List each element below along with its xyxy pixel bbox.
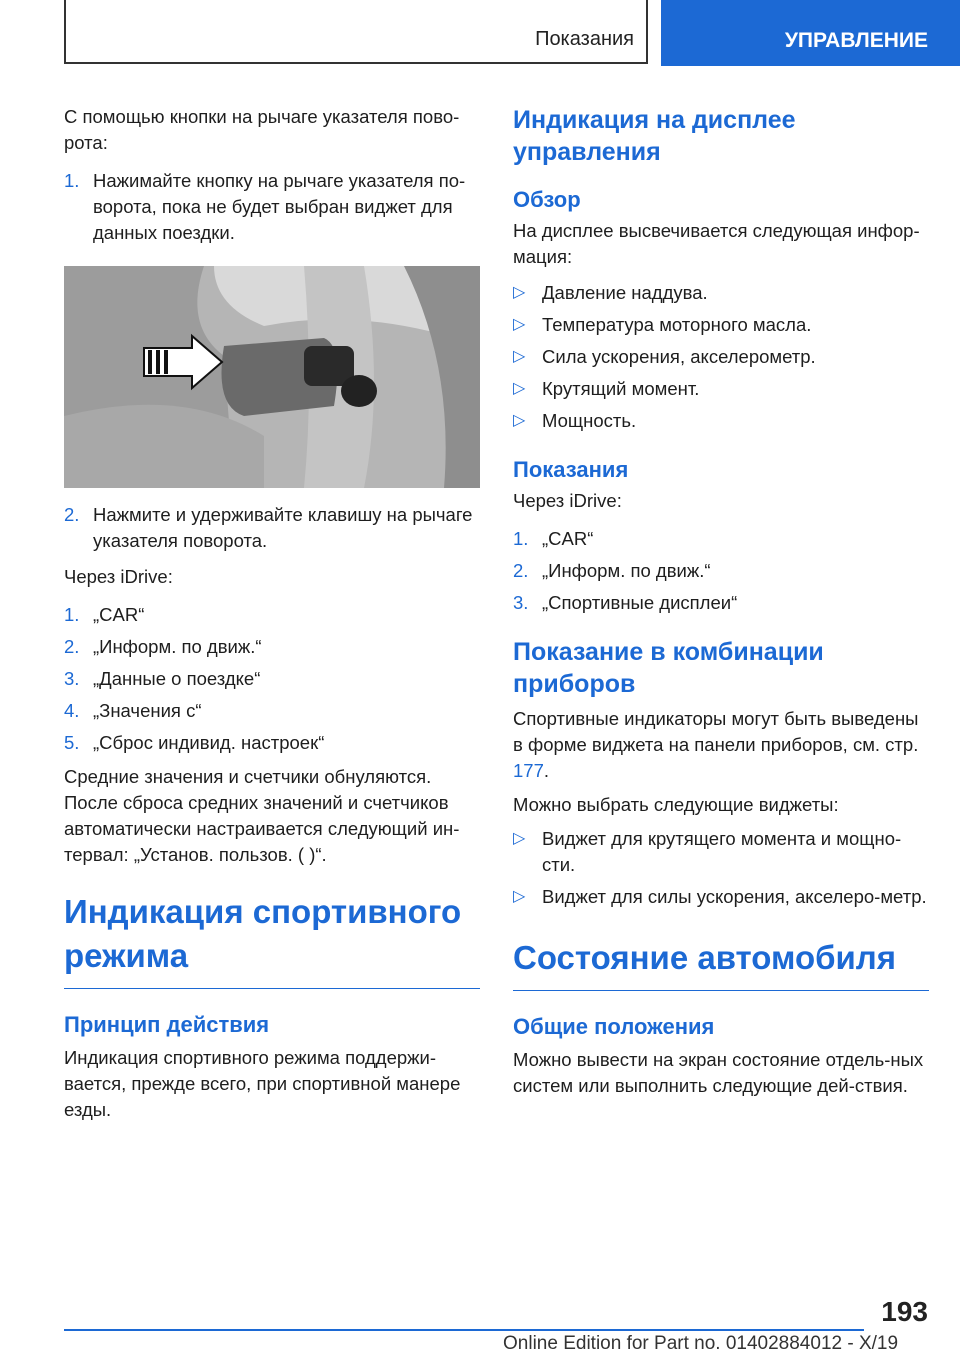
menu-step — [513, 526, 929, 552]
triangle-bullet-icon: ▷ — [513, 888, 526, 905]
info-text: Сила ускорения, акселерометр. — [542, 346, 816, 367]
page-reference-link[interactable]: 177 — [513, 760, 544, 781]
widget-list — [513, 826, 929, 910]
triangle-bullet-icon: ▷ — [513, 316, 526, 333]
triangle-bullet-icon: ▷ — [513, 412, 526, 429]
principle-heading: Принцип действия — [64, 1012, 270, 1037]
menu-step — [64, 666, 480, 692]
menu-step-text: „Сброс индивид. настроек“ — [93, 732, 325, 753]
idrive-menu-path — [513, 526, 929, 616]
right-column — [513, 104, 929, 1099]
heading-rule — [513, 990, 929, 991]
menu-step-number: 5. — [64, 732, 80, 753]
turn-signal-lever-image — [64, 266, 480, 488]
overview-text: На дисплее высвечивается следующая инфор-мация: — [513, 220, 920, 267]
menu-step — [513, 590, 929, 616]
info-text: Давление наддува. — [542, 282, 708, 303]
lever-illustration — [64, 266, 480, 488]
step-list-1 — [64, 168, 480, 246]
edition-text: Online Edition for Part no. 01402884012 - X/19 — [503, 1333, 899, 1354]
menu-step-text: „Значения с“ — [93, 700, 202, 721]
menu-step-number: 3. — [513, 592, 529, 613]
info-text: Крутящий момент. — [542, 378, 700, 399]
cluster-text-end: . — [543, 760, 550, 781]
info-text: Температура моторного масла. — [542, 314, 812, 335]
menu-step-number: 2. — [513, 560, 529, 581]
display-heading: Индикация на дисплее управления — [513, 106, 796, 166]
heading-rule — [64, 988, 480, 989]
triangle-bullet-icon: ▷ — [513, 284, 526, 301]
left-column — [64, 104, 480, 1123]
menu-step-number: 1. — [64, 604, 80, 625]
via-idrive-text: Через iDrive: — [513, 490, 622, 511]
reset-description: Средние значения и счетчики обнуляются. После сброса средних значений и счетчиков автоматически настраивается следующий ин-тервал: „Установ. пользов. ( )“. — [64, 766, 460, 865]
overview-heading: Обзор — [513, 187, 581, 212]
info-item — [513, 312, 929, 338]
menu-step-text: „Данные о поездке“ — [93, 668, 261, 689]
step-item — [64, 502, 480, 554]
info-item — [513, 280, 929, 306]
menu-step — [64, 634, 480, 660]
info-item — [513, 344, 929, 370]
menu-step — [64, 730, 480, 756]
via-idrive-text: Через iDrive: — [64, 566, 173, 587]
triangle-bullet-icon: ▷ — [513, 830, 526, 847]
display-info-list — [513, 280, 929, 434]
menu-step-number: 2. — [64, 636, 80, 657]
page-number: 193 — [881, 1296, 928, 1327]
menu-step-number: 3. — [64, 668, 80, 689]
step-number: 2. — [64, 504, 80, 525]
sport-mode-heading: Индикация спортивного режима — [64, 893, 462, 974]
header-chapter-title: УПРАВЛЕНИЕ — [784, 29, 928, 52]
header-section-box — [64, 0, 648, 64]
cluster-heading: Показание в комбинации приборов — [513, 638, 824, 698]
menu-step — [513, 558, 929, 584]
menu-step-text: „Информ. по движ.“ — [542, 560, 711, 581]
menu-step-text: „CAR“ — [93, 604, 145, 625]
header-chapter-tab — [661, 0, 960, 66]
menu-step-number: 4. — [64, 700, 80, 721]
widgets-intro: Можно выбрать следующие виджеты: — [513, 794, 839, 815]
widget-text: Виджет для крутящего момента и мощно-сти. — [542, 828, 902, 875]
principle-text: Индикация спортивного режима поддержи-вается, прежде всего, при спортивной манере езды. — [64, 1047, 461, 1120]
info-text: Мощность. — [542, 410, 637, 431]
menu-step — [64, 602, 480, 628]
step-number: 1. — [64, 170, 80, 191]
cluster-text — [513, 706, 929, 784]
info-item — [513, 408, 929, 434]
header-section-title: Показания — [535, 28, 634, 50]
widget-item — [513, 826, 929, 878]
general-text: Можно вывести на экран состояние отдель-ных систем или выполнить следующие дей-ствия. — [513, 1049, 924, 1096]
readings-heading: Показания — [513, 457, 629, 482]
step-text: Нажмите и удерживайте клавишу на рычаге указателя поворота. — [93, 504, 473, 551]
idrive-menu-path — [64, 602, 480, 756]
step-item — [64, 168, 480, 246]
menu-step-text: „Спортивные дисплеи“ — [542, 592, 738, 613]
widget-item — [513, 884, 929, 910]
menu-step-text: „CAR“ — [542, 528, 594, 549]
triangle-bullet-icon: ▷ — [513, 380, 526, 397]
menu-step-number: 1. — [513, 528, 529, 549]
menu-step-text: „Информ. по движ.“ — [93, 636, 262, 657]
intro-text: С помощью кнопки на рычаге указателя пово-рота: — [64, 106, 460, 153]
widget-text: Виджет для силы ускорения, акселеро-метр. — [542, 886, 927, 907]
triangle-bullet-icon: ▷ — [513, 348, 526, 365]
menu-step — [64, 698, 480, 724]
info-item — [513, 376, 929, 402]
vehicle-status-heading: Состояние автомобиля — [513, 939, 897, 976]
general-heading: Общие положения — [513, 1014, 715, 1039]
step-list-2 — [64, 502, 480, 554]
cluster-text-main: Спортивные индикаторы могут быть выведены в форме виджета на панели приборов, см. стр. — [513, 708, 919, 755]
step-text: Нажимайте кнопку на рычаге указателя по-ворота, пока не будет выбран виджет для данных поездки. — [93, 170, 466, 243]
footer-rule — [64, 1329, 864, 1331]
